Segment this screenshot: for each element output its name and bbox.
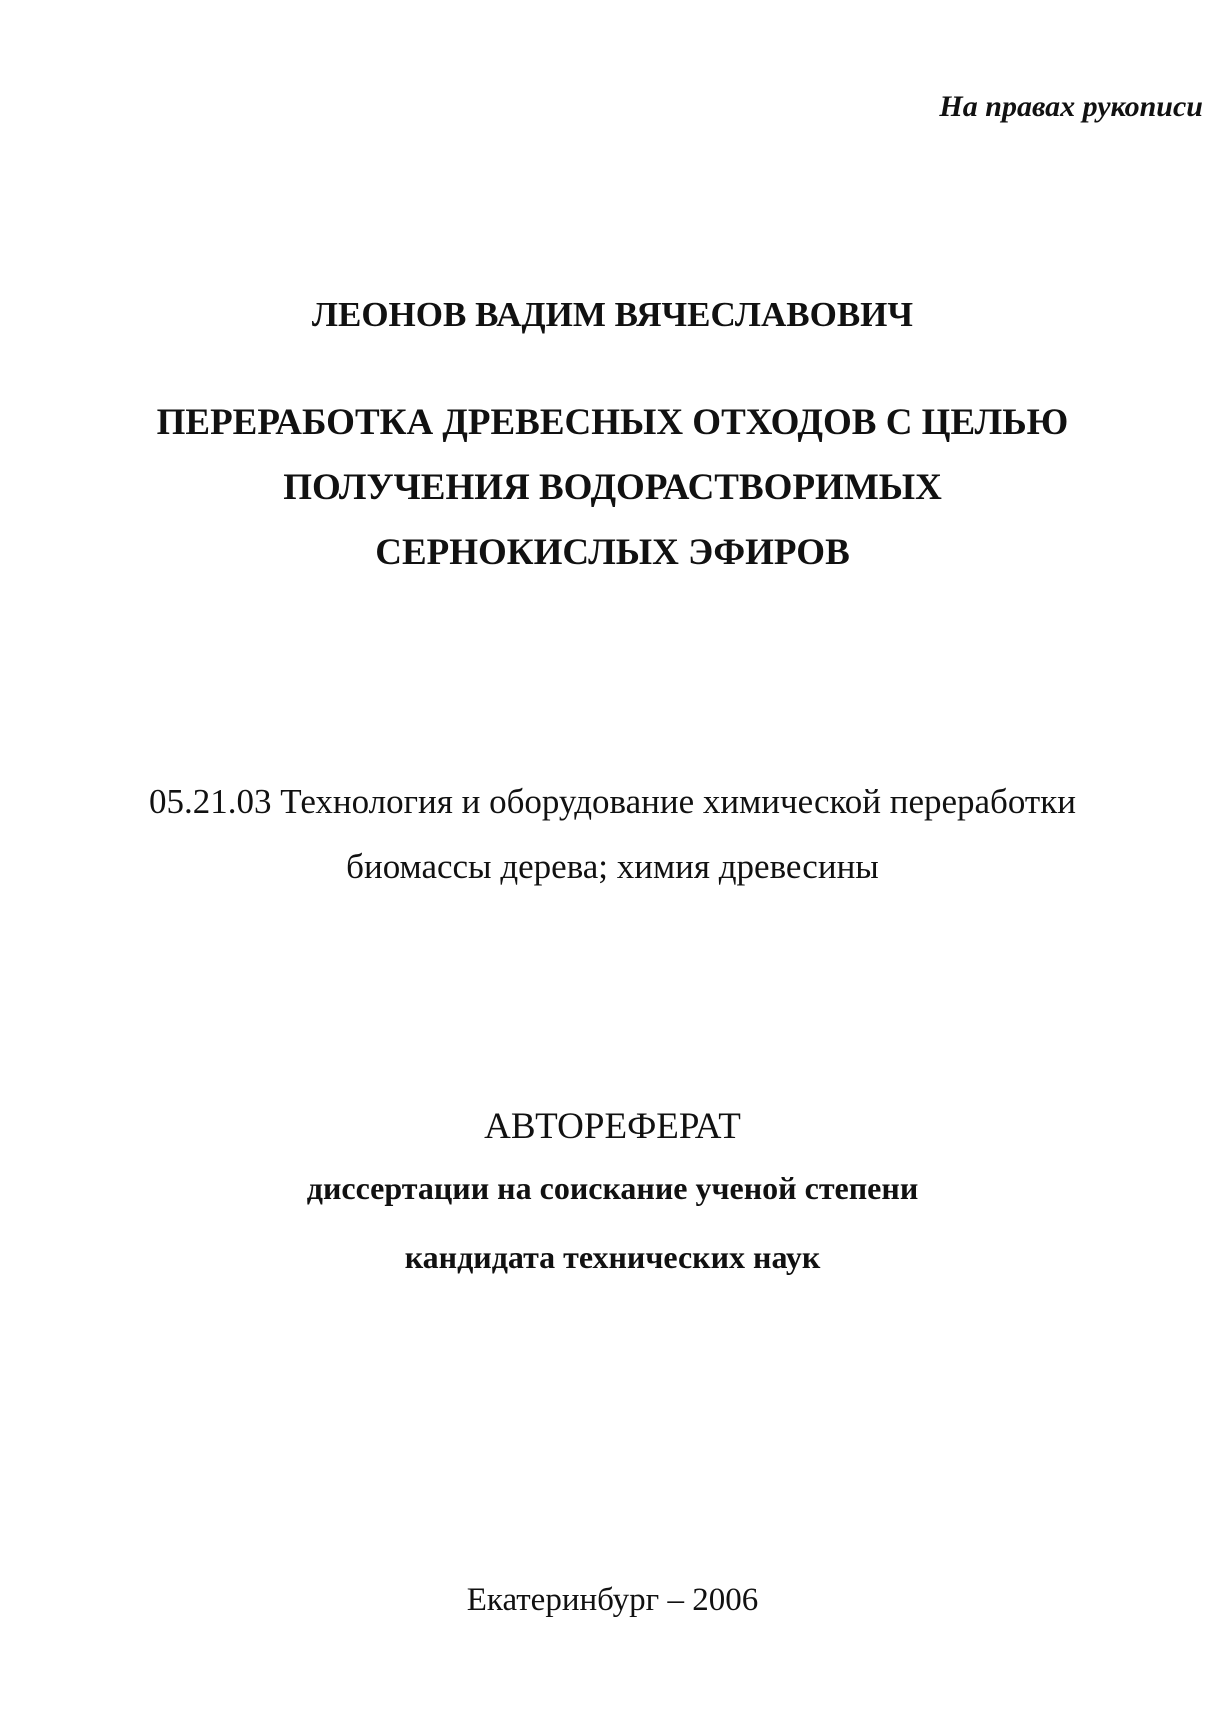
city-year: Екатеринбург – 2006 xyxy=(466,1582,759,1618)
author-name: ЛЕОНОВ ВАДИМ ВЯЧЕСЛАВОВИЧ xyxy=(311,295,914,334)
specialty-line-1: 05.21.03 Технология и оборудование химической переработки xyxy=(149,782,1076,821)
title-line-2: ПОЛУЧЕНИЯ ВОДОРАСТВОРИМЫХ xyxy=(283,467,942,508)
degree-line-1: диссертации на соискание ученой степени xyxy=(306,1170,919,1206)
title-line-3: СЕРНОКИСЛЫХ ЭФИРОВ xyxy=(375,532,850,573)
specialty-line-2: биомассы дерева; химия древесины xyxy=(346,847,879,886)
document-type: АВТОРЕФЕРАТ xyxy=(484,1106,741,1147)
title-line-1: ПЕРЕРАБОТКА ДРЕВЕСНЫХ ОТХОДОВ С ЦЕЛЬЮ xyxy=(156,402,1069,443)
degree-line-2: кандидата технических наук xyxy=(404,1239,821,1275)
rights-note: На правах рукописи xyxy=(939,90,1203,123)
